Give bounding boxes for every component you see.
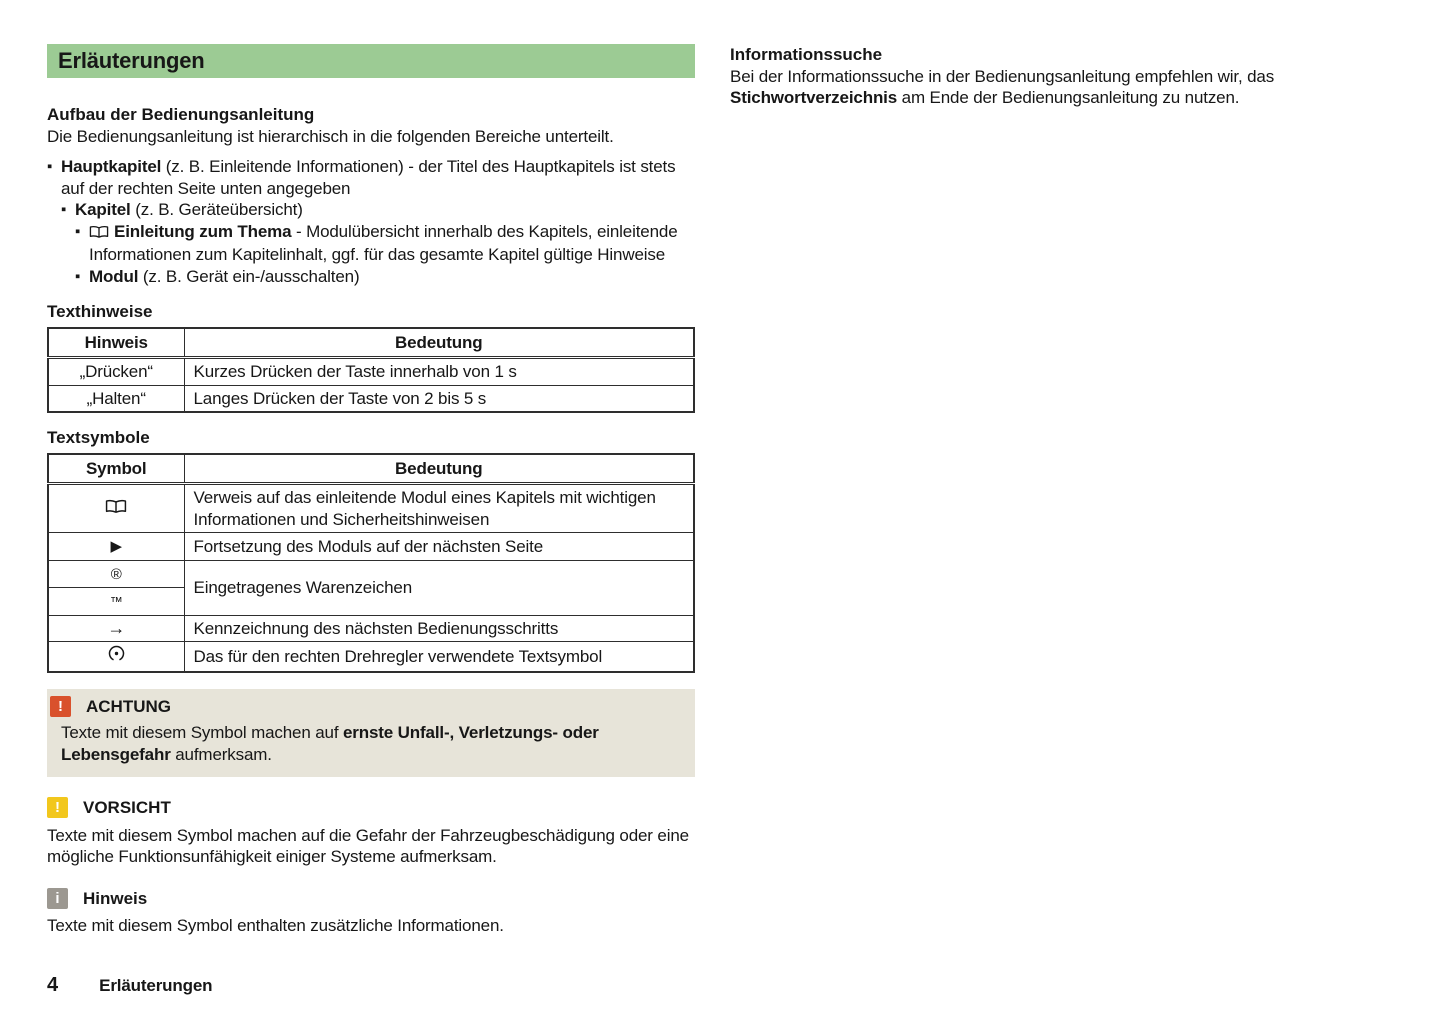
page-footer bbox=[47, 974, 212, 997]
hinweis-title: Hinweis bbox=[83, 888, 148, 908]
column-header-hinweis: Hinweis bbox=[48, 328, 184, 358]
achtung-body-bold: ernste Unfall-, Verletzungs- oder Lebensgefahr bbox=[61, 723, 599, 764]
intro-paragraph: Die Bedienungsanleitung ist hierarchisch in die folgenden Bereiche unterteilt. bbox=[47, 126, 614, 146]
meaning-cell: Eingetragenes Warenzeichen bbox=[184, 560, 694, 615]
symbol-cell bbox=[48, 533, 184, 561]
table-row bbox=[48, 615, 694, 642]
rotary-knob-icon bbox=[107, 648, 126, 667]
meaning-cell: Fortsetzung des Moduls auf der nächsten Seite bbox=[184, 533, 694, 561]
chapter-title-bar bbox=[47, 44, 695, 78]
chapter-title: Erläuterungen bbox=[58, 48, 205, 73]
meaning-cell: Langes Drücken der Taste von 2 bis 5 s bbox=[184, 385, 694, 412]
hinweis-heading bbox=[47, 888, 695, 910]
meaning-cell: Das für den rechten Drehregler verwendete Textsymbol bbox=[184, 642, 694, 672]
open-book-icon bbox=[105, 499, 127, 518]
info-icon: i bbox=[47, 888, 68, 909]
left-column bbox=[47, 44, 695, 937]
list-item-term: Modul bbox=[89, 266, 139, 286]
section-heading-aufbau: Aufbau der Bedienungsanleitung bbox=[47, 105, 315, 124]
achtung-title: ACHTUNG bbox=[86, 696, 171, 716]
list-item-hauptkapitel bbox=[47, 156, 695, 199]
meaning-cell: Kennzeichnung des nächsten Bedienungsschritts bbox=[184, 615, 694, 642]
symbol-cell bbox=[48, 484, 184, 533]
term-cell: „Drücken“ bbox=[48, 358, 184, 386]
open-book-icon bbox=[89, 223, 109, 245]
footer-chapter-title: Erläuterungen bbox=[99, 976, 213, 995]
list-item-term: Kapitel bbox=[75, 200, 131, 219]
right-column bbox=[730, 44, 1378, 109]
vorsicht-heading bbox=[47, 797, 695, 819]
table-row bbox=[48, 533, 694, 561]
texthinweise-table bbox=[47, 327, 695, 414]
list-item-einleitung bbox=[75, 221, 695, 266]
column-header-symbol: Symbol bbox=[48, 454, 184, 484]
informationssuche-paragraph bbox=[730, 66, 1378, 109]
symbol-cell bbox=[48, 588, 184, 616]
list-item-modul bbox=[75, 266, 695, 288]
informationssuche-text: am Ende der Bedienungsanleitung zu nutzen. bbox=[897, 88, 1240, 107]
table-header-row bbox=[48, 454, 694, 484]
section-heading-textsymbole: Textsymbole bbox=[47, 428, 150, 447]
list-item-term: Einleitung zum Thema bbox=[114, 221, 292, 241]
vorsicht-body: Texte mit diesem Symbol machen auf die Gefahr der Fahrzeugbeschädigung oder eine mögliche Funktionsunfähigkeit einiger Systeme aufmerksam. bbox=[47, 825, 689, 866]
section-heading-texthinweise: Texthinweise bbox=[47, 302, 153, 321]
page-number: 4 bbox=[47, 974, 59, 996]
trademark-icon: ™ bbox=[109, 594, 123, 609]
table-row bbox=[48, 484, 694, 533]
achtung-body-text: aufmerksam. bbox=[170, 744, 272, 764]
registered-trademark-icon: ® bbox=[110, 565, 122, 583]
exclamation-icon: ! bbox=[50, 696, 71, 717]
achtung-warning-box bbox=[47, 689, 695, 778]
list-item-text: (z. B. Einleitende Informationen) - der Titel des Hauptkapitels ist stets auf der rechten Seite unten angegeben bbox=[61, 157, 676, 198]
meaning-cell: Kurzes Drücken der Taste innerhalb von 1 s bbox=[184, 358, 694, 386]
informationssuche-text: Bei der Informationssuche in der Bedienungsanleitung empfehlen wir, das bbox=[730, 66, 1275, 86]
textsymbole-table bbox=[47, 453, 695, 673]
achtung-body-text: Texte mit diesem Symbol machen auf bbox=[61, 723, 343, 742]
hinweis-body: Texte mit diesem Symbol enthalten zusätzliche Informationen. bbox=[47, 916, 504, 935]
exclamation-icon: ! bbox=[47, 797, 68, 818]
vorsicht-title: VORSICHT bbox=[83, 798, 171, 817]
table-row bbox=[48, 358, 694, 386]
vorsicht-warning-block bbox=[47, 797, 695, 868]
list-item-text: (z. B. Geräteübersicht) bbox=[130, 200, 303, 219]
table-header-row bbox=[48, 328, 694, 358]
column-header-bedeutung: Bedeutung bbox=[184, 328, 694, 358]
structure-list bbox=[47, 156, 695, 287]
list-item-text: (z. B. Gerät ein-/ausschalten) bbox=[138, 266, 360, 286]
meaning-cell: Verweis auf das einleitende Modul eines Kapitels mit wichtigen Informationen und Sicherheitshinweisen bbox=[184, 484, 694, 533]
table-row bbox=[48, 642, 694, 672]
arrow-right-icon: → bbox=[107, 617, 126, 638]
list-item-term: Hauptkapitel bbox=[61, 157, 162, 176]
informationssuche-bold: Stichwortverzeichnis bbox=[730, 88, 898, 107]
section-heading-informationssuche: Informationssuche bbox=[730, 45, 883, 64]
term-cell: „Halten“ bbox=[48, 385, 184, 412]
table-row bbox=[48, 560, 694, 588]
play-triangle-icon: ▶ bbox=[110, 538, 122, 555]
symbol-cell bbox=[48, 642, 184, 672]
symbol-cell bbox=[48, 615, 184, 642]
column-header-bedeutung: Bedeutung bbox=[184, 454, 694, 484]
symbol-cell bbox=[48, 560, 184, 588]
achtung-body bbox=[61, 722, 681, 765]
list-item-kapitel bbox=[61, 199, 695, 221]
table-row bbox=[48, 385, 694, 412]
hinweis-note-block bbox=[47, 888, 695, 937]
achtung-heading bbox=[50, 696, 681, 718]
list-item-text: - Modulübersicht innerhalb des Kapitels, einleitende Informationen zum Kapitelinhalt, ggf. für das gesamte Kapitel gültige Hinweise bbox=[89, 221, 678, 264]
